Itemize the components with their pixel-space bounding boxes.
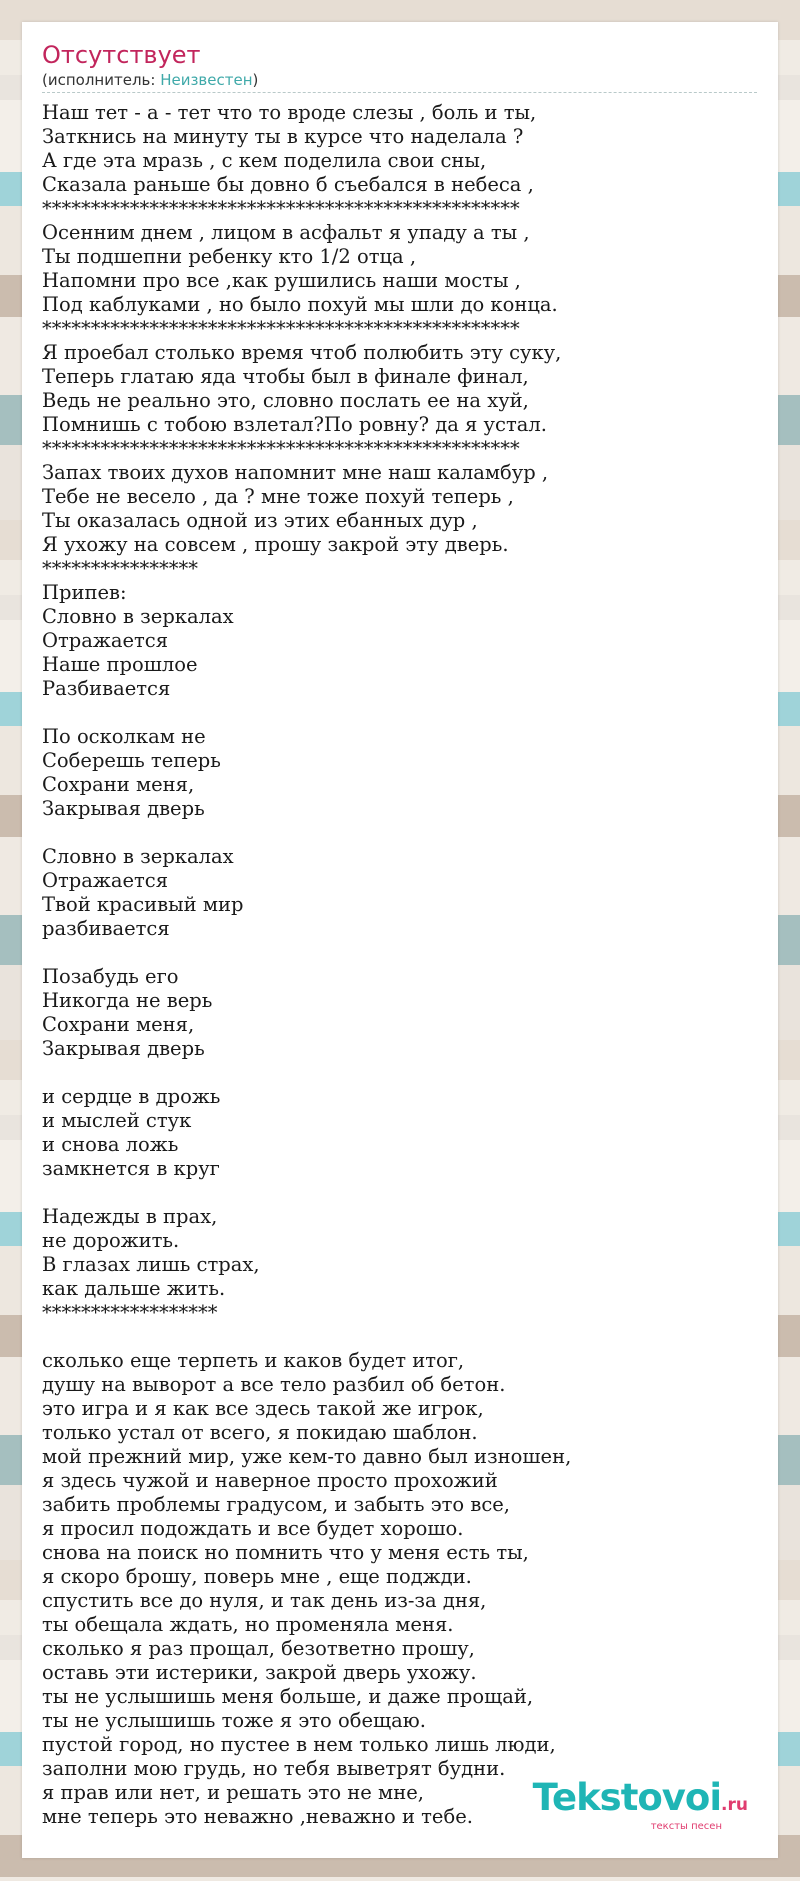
lyric-line: Надежды в прах, [42,1205,218,1228]
lyric-line [42,941,758,965]
performer-line [42,70,757,93]
logo-tld: .ru [721,1795,748,1815]
lyric-line: Закрывая дверь [42,797,205,820]
lyric-line: и сердце в дрожь [42,1085,221,1108]
lyric-line: как дальше жить. [42,1277,226,1300]
lyric-line [42,821,758,845]
lyric-line: **************** [42,557,198,580]
lyric-line: Под каблуками , но было похуй мы шли до конца. [42,293,558,316]
lyric-line: мой прежний мир, уже кем-то давно был изношен, [42,1445,572,1468]
lyric-line: Сказала раньше бы довно б съебался в небеса , [42,173,534,196]
lyric-line: Я проебал столько время чтоб полюбить эту суку, [42,341,562,364]
lyric-line: только устал от всего, я покидаю шаблон. [42,1421,478,1444]
lyric-line: не дорожить. [42,1229,180,1252]
lyric-line: А где эта мразь , с кем поделила свои сны, [42,149,487,172]
lyric-line: Запах твоих духов напомнит мне наш каламбур , [42,461,549,484]
lyric-line [42,1325,758,1349]
lyric-line: По осколкам не [42,725,206,748]
lyric-line: Словно в зеркалах [42,605,234,628]
lyric-line: Ведь не реально это, словно послать ее на хуй, [42,389,529,412]
lyric-line: Наш тет - а - тет что то вроде слезы , боль и ты, [42,101,537,124]
lyric-line: Словно в зеркалах [42,845,234,868]
lyric-line: ************************************************* [42,197,520,220]
lyric-line: Закрывая дверь [42,1037,205,1060]
lyric-line: Ты подшепни ребенку кто 1/2 отца , [42,245,417,268]
lyric-line: Заткнись на минуту ты в курсе что наделала ? [42,125,524,148]
lyric-line: я скоро брошу, поверь мне , еще поджди. [42,1565,472,1588]
lyrics-text [42,101,758,1829]
lyric-line: заполни мою грудь, но тебя выветрят будни. [42,1757,506,1780]
lyric-line: ************************************************* [42,317,520,340]
lyric-line: Сохрани меня, [42,773,195,796]
lyric-line: Соберешь теперь [42,749,221,772]
lyric-line [42,1181,758,1205]
lyric-line: Припев: [42,581,127,604]
lyric-line: Сохрани меня, [42,1013,195,1036]
lyric-line: Ты оказалась одной из этих ебанных дур , [42,509,478,532]
lyric-line [42,701,758,725]
lyric-line: и снова ложь [42,1133,179,1156]
lyric-line: ты обещала ждать, но променяла меня. [42,1613,454,1636]
lyric-line: замкнется в круг [42,1157,220,1180]
site-logo[interactable] [532,1776,748,1832]
lyric-line: это игра и я как все здесь такой же игрок, [42,1397,484,1420]
lyric-line: душу на выворот а все тело разбил об бетон. [42,1373,506,1396]
lyric-line: Позабудь его [42,965,179,988]
lyric-line: Теперь глатаю яда чтобы был в финале финал, [42,365,529,388]
logo-name: Tekstovoi [532,1776,722,1819]
lyric-line: мне теперь это неважно ,неважно и тебе. [42,1805,473,1828]
song-title: Отсутствует [42,41,201,69]
lyric-line: сколько еще терпеть и каков будет итог, [42,1349,465,1372]
performer-prefix: (исполнитель: [42,71,161,89]
lyric-line: Наше прошлое [42,653,198,676]
lyric-line: Отражается [42,869,168,892]
lyric-line: ****************** [42,1301,218,1324]
lyric-line: Осенним днем , лицом в асфальт я упаду а ты , [42,221,530,244]
lyric-line: забить проблемы градусом, и забыть это все, [42,1493,511,1516]
lyric-line: Отражается [42,629,168,652]
lyric-line: разбивается [42,917,170,940]
lyric-line: В глазах лишь страх, [42,1253,260,1276]
performer-suffix: ) [252,71,259,89]
lyric-line: я здесь чужой и наверное просто прохожий [42,1469,498,1492]
performer-link[interactable]: Неизвестен [160,71,253,89]
lyric-line: снова на поиск но помнить что у меня есть ты, [42,1541,529,1564]
logo-tagline: тексты песен [650,1821,722,1832]
lyric-line: спустить все до нуля, и так день из-за дня, [42,1589,487,1612]
lyric-line: я прав или нет, и решать это не мне, [42,1781,424,1804]
lyric-line: Помнишь с тобою взлетал?По ровну? да я устал. [42,413,547,436]
lyric-line: Напомни про все ,как рушились наши мосты , [42,269,521,292]
lyric-line: ты не услышишь меня больше, и даже прощай, [42,1685,534,1708]
lyric-line: ты не услышишь тоже я это обещаю. [42,1709,426,1732]
lyric-line: оставь эти истерики, закрой дверь ухожу. [42,1661,477,1684]
lyric-line: и мыслей стук [42,1109,192,1132]
lyric-line [42,1061,758,1085]
lyric-line: Разбивается [42,677,171,700]
lyric-line: сколько я раз прощал, безответно прошу, [42,1637,475,1660]
lyric-line: ************************************************* [42,437,520,460]
lyric-line: пустой город, но пустее в нем только лишь люди, [42,1733,556,1756]
lyric-line: Никогда не верь [42,989,213,1012]
lyric-line: Тебе не весело , да ? мне тоже похуй теперь , [42,485,514,508]
lyric-line: я просил подождать и все будет хорошо. [42,1517,464,1540]
lyric-line: Твой красивый мир [42,893,244,916]
lyrics-card [22,22,778,1858]
lyric-line: Я ухожу на совсем , прошу закрой эту дверь. [42,533,509,556]
